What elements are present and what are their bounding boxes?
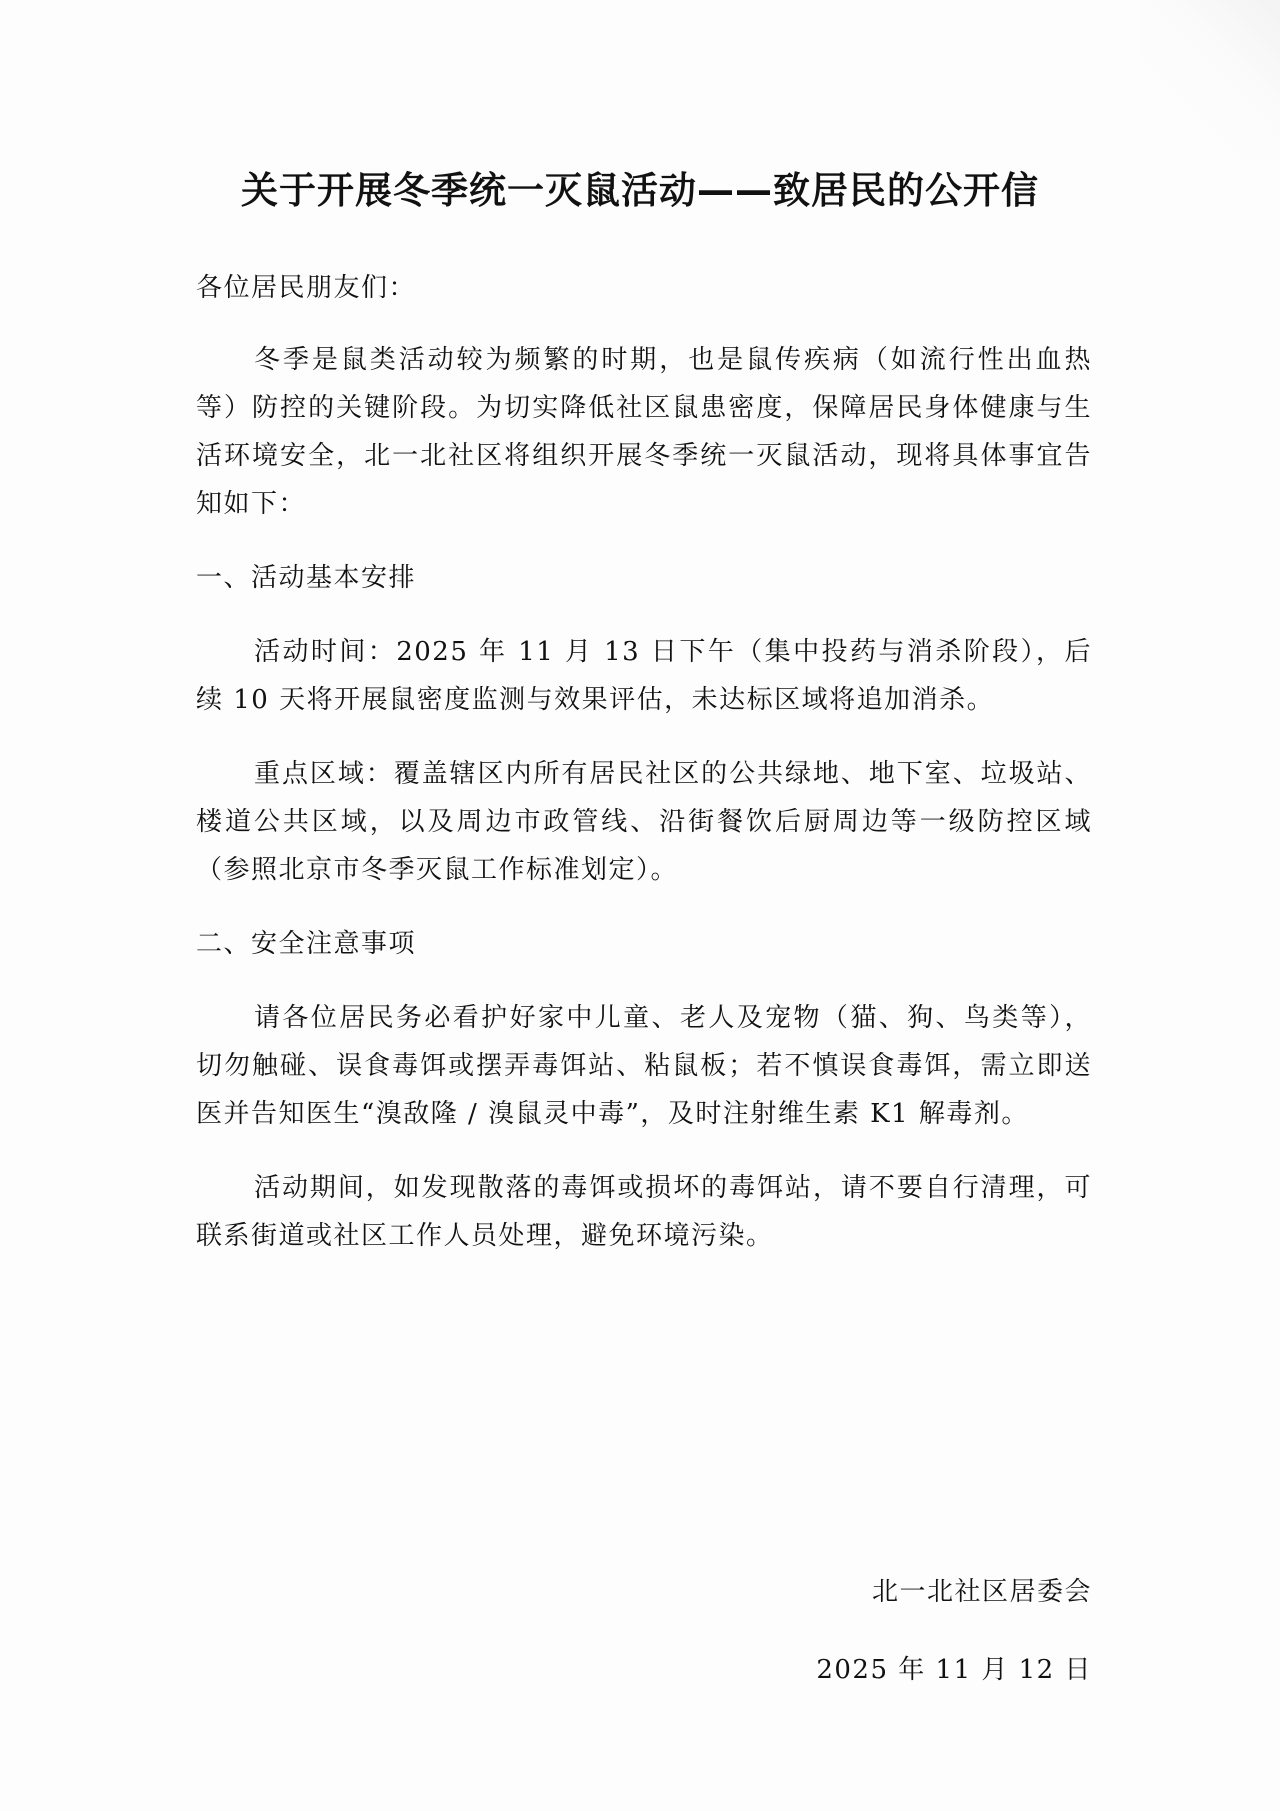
- signature-block: [816, 1568, 1092, 1724]
- key-areas-paragraph: 重点区域：覆盖辖区内所有居民社区的公共绿地、地下室、垃圾站、楼道公共区域，以及周边市政管线、沿街餐饮后厨周边等一级防控区域（参照北京市冬季灭鼠工作标准划定）。: [196, 759, 1092, 885]
- document-body: [196, 264, 1092, 1286]
- activity-time-paragraph: 活动时间：2025 年 11 月 13 日下午（集中投药与消杀阶段），后续 10 天将开展鼠密度监测与效果评估，未达标区域将追加消杀。: [196, 637, 1092, 715]
- report-paragraph: 活动期间，如发现散落的毒饵或损坏的毒饵站，请不要自行清理，可联系街道或社区工作人员处理，避免环境污染。: [196, 1173, 1092, 1251]
- signature-organization: 北一北社区居委会: [871, 1577, 1092, 1607]
- salutation: 各位居民朋友们：: [196, 273, 417, 303]
- signature-date: 2025 年 11 月 12 日: [816, 1655, 1092, 1685]
- section-heading-safety: 二、安全注意事项: [196, 929, 417, 959]
- safety-paragraph: 请各位居民务必看护好家中儿童、老人及宠物（猫、狗、鸟类等），切勿触碰、误食毒饵或摆弄毒饵站、粘鼠板；若不慎误食毒饵，需立即送医并告知医生“溴敌隆 / 溴鼠灵中毒”，及时注射维生素 K1 解毒剂。: [196, 1003, 1092, 1129]
- paper-glare: [1140, 0, 1280, 160]
- section-heading-arrangement: 一、活动基本安排: [196, 563, 417, 593]
- intro-paragraph: 冬季是鼠类活动较为频繁的时期，也是鼠传疾病（如流行性出血热等）防控的关键阶段。为切实降低社区鼠患密度，保障居民身体健康与生活环境安全，北一北社区将组织开展冬季统一灭鼠活动，现将具体事宜告知如下：: [196, 345, 1092, 519]
- document-title: 关于开展冬季统一灭鼠活动——致居民的公开信: [241, 169, 1039, 212]
